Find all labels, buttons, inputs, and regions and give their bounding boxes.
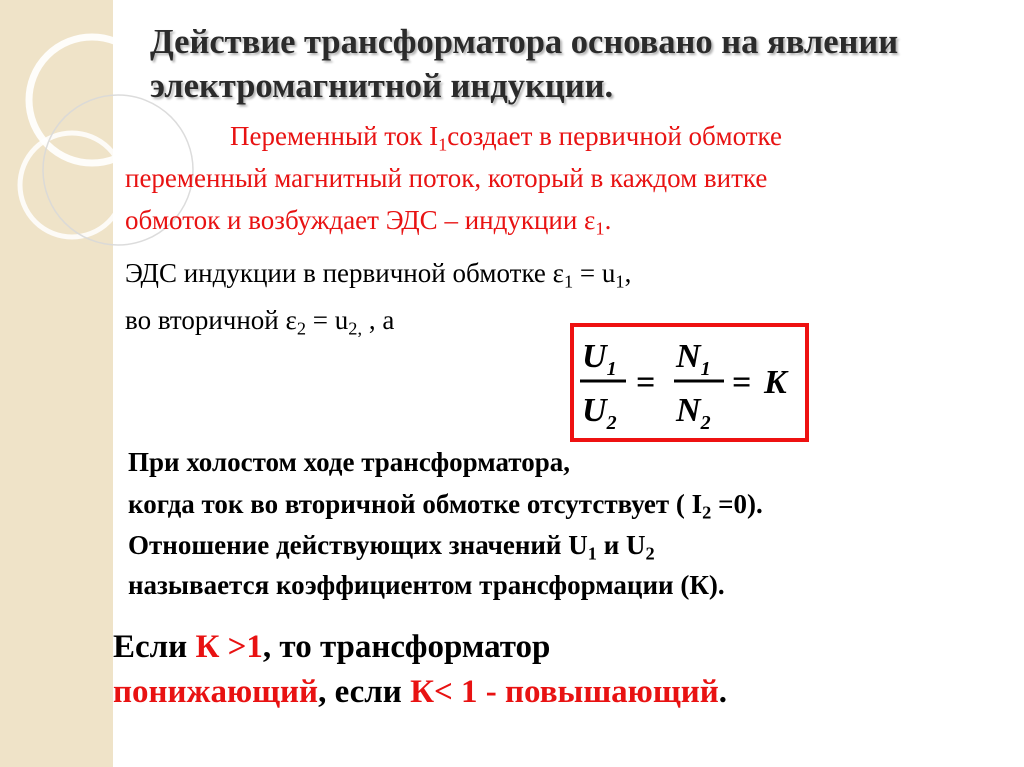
paragraph-1-line-2: переменный магнитный поток, который в каждом витке	[125, 163, 768, 193]
conclusion-line-1: Если К >1, то трансформатор	[113, 629, 551, 665]
emf-secondary-line: во вторичной $\varepsilon_2 = u_{2,}$ , а	[125, 305, 395, 339]
slide-title: Действие трансформатора основано на явлении электромагнитной индукции.	[150, 23, 899, 105]
formula-u2: $U_2$	[582, 392, 617, 434]
formula-u1: $U_1$	[582, 338, 617, 380]
paragraph-1-line-3: обмоток и возбуждает ЭДС – индукции $\varepsilon_1$.	[125, 205, 612, 239]
formula-graphic	[574, 327, 805, 438]
no-load-line-2: когда ток во вторичной обмотке отсутствует ( $I_2 =0$).	[128, 489, 763, 523]
formula-n1: $N_1$	[676, 338, 711, 380]
no-load-line-1: При холостом ходе трансформатора,	[128, 447, 570, 477]
conclusion-line-2: понижающий, если К< 1 - повышающий.	[113, 674, 728, 710]
no-load-line-3: Отношение действующих значений $U_1$ и $U_2$	[128, 530, 655, 564]
no-load-line-4: называется коэффициентом трансформации (К).	[128, 570, 725, 600]
formula-n2: $N_2$	[676, 392, 711, 434]
transformation-ratio-formula	[570, 323, 809, 442]
formula-equals-2: =	[732, 364, 752, 401]
formula-k: K	[764, 364, 787, 401]
paragraph-1-line-1: Переменный ток $I_1создает$ в первичной обмотке	[230, 121, 782, 155]
emf-primary-line: ЭДС индукции в первичной обмотке $\varepsilon_1 = u_1$,	[125, 258, 632, 292]
formula-equals-1: =	[636, 364, 656, 401]
